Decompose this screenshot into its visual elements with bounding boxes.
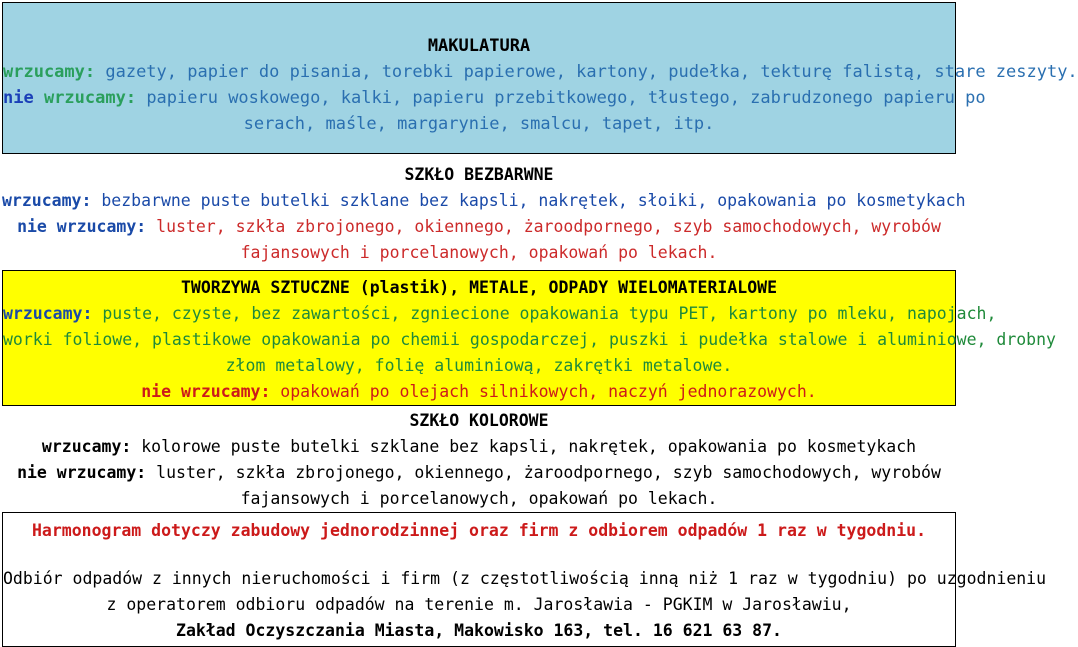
plastic-rejected-label: nie wrzucamy: <box>141 382 271 401</box>
paper-rejected-text-2: serach, maśle, margarynie, smalcu, tapet, itp. <box>243 114 715 134</box>
plastic-accepted-text-3: złom metalowy, folię aluminiową, zakrętki metalowe. <box>225 356 733 375</box>
clear-glass-accepted-text: bezbarwne puste butelki szklane bez kapsli, nakrętek, słoiki, opakowania po kosmetykach <box>91 191 966 210</box>
schedule-section <box>2 512 956 550</box>
color-glass-rejected <box>2 460 956 486</box>
paper-rejected-label-rest: wrzucamy: <box>33 88 137 108</box>
clear-glass-rejected-text-2: fajansowych i porcelanowych, opakowań po lekach. <box>240 243 718 262</box>
paper-section <box>2 2 1078 154</box>
paper-accepted-label: wrzucamy: <box>3 62 96 82</box>
color-glass-accepted-text: kolorowe puste butelki szklane bez kapsli, nakrętek, opakowania po kosmetykach <box>131 437 917 456</box>
schedule-note: Harmonogram dotyczy zabudowy jednorodzinnej oraz firm z odbiorem odpadów 1 raz w tygodniu. <box>31 521 927 540</box>
plastic-rejected <box>3 379 955 405</box>
color-glass-rejected-text-2: fajansowych i porcelanowych, opakowań po lekach. <box>240 489 718 508</box>
color-glass-section <box>2 406 956 512</box>
color-glass-rejected-label: nie wrzucamy: <box>17 463 147 482</box>
plastic-accepted-label: wrzucamy: <box>3 304 93 323</box>
info-line-1: Odbiór odpadów z innych nieruchomości i firm (z częstotliwością inną niż 1 raz w tygodniu) po uzgodnieniu <box>3 569 1047 588</box>
paper-rejected-text-1: papieru woskowego, kalki, papieru przebitkowego, tłustego, zabrudzonego papieru po <box>136 88 986 108</box>
paper-rejected <box>3 85 986 111</box>
plastic-accepted <box>3 301 997 327</box>
paper-rejected-label <box>3 88 136 108</box>
clear-glass-section <box>2 156 966 270</box>
info-section <box>2 550 1047 647</box>
color-glass-rejected-text-1: luster, szkła zbrojonego, okiennego, żaroodpornego, szyb samochodowych, wyrobów <box>146 463 941 482</box>
clear-glass-accepted-label: wrzucamy: <box>2 191 92 210</box>
info-line-2: z operatorem odbioru odpadów na terenie m. Jarosławia - PGKIM w Jarosławiu, <box>106 595 852 614</box>
paper-rejected-label-no: nie <box>3 88 34 108</box>
clear-glass-rejected <box>2 214 956 240</box>
color-glass-accepted-label: wrzucamy: <box>41 437 132 456</box>
paper-title: MAKULATURA <box>427 36 531 56</box>
plastic-rejected-text: opakowań po olejach silnikowych, naczyń jednorazowych. <box>270 382 817 401</box>
plastic-accepted-text-1: puste, czyste, bez zawartości, zgniecione opakowania typu PET, kartony po mleku, napojach, <box>92 304 997 323</box>
color-glass-title: SZKŁO KOLOROWE <box>409 411 549 430</box>
color-glass-accepted <box>2 434 956 460</box>
plastic-section <box>2 270 1056 406</box>
clear-glass-rejected-text-1: luster, szkła zbrojonego, okiennego, żaroodpornego, szyb samochodowych, wyrobów <box>146 217 941 236</box>
clear-glass-accepted <box>2 188 966 214</box>
paper-accepted-text: gazety, papier do pisania, torebki papierowe, kartony, pudełka, tekturę falistą, stare zeszyty. <box>95 62 1078 82</box>
clear-glass-title: SZKŁO BEZBARWNE <box>404 165 554 184</box>
paper-accepted <box>3 59 1078 85</box>
plastic-title: TWORZYWA SZTUCZNE (plastik), METALE, ODPADY WIELOMATERIALOWE <box>180 278 778 297</box>
clear-glass-rejected-label: nie wrzucamy: <box>17 217 147 236</box>
info-contact: Zakład Oczyszczania Miasta, Makowisko 163, tel. 16 621 63 87. <box>176 621 782 640</box>
plastic-accepted-text-2: worki foliowe, plastikowe opakowania po chemii gospodarczej, puszki i pudełka stalowe i aluminiowe, drobny <box>3 330 1056 349</box>
